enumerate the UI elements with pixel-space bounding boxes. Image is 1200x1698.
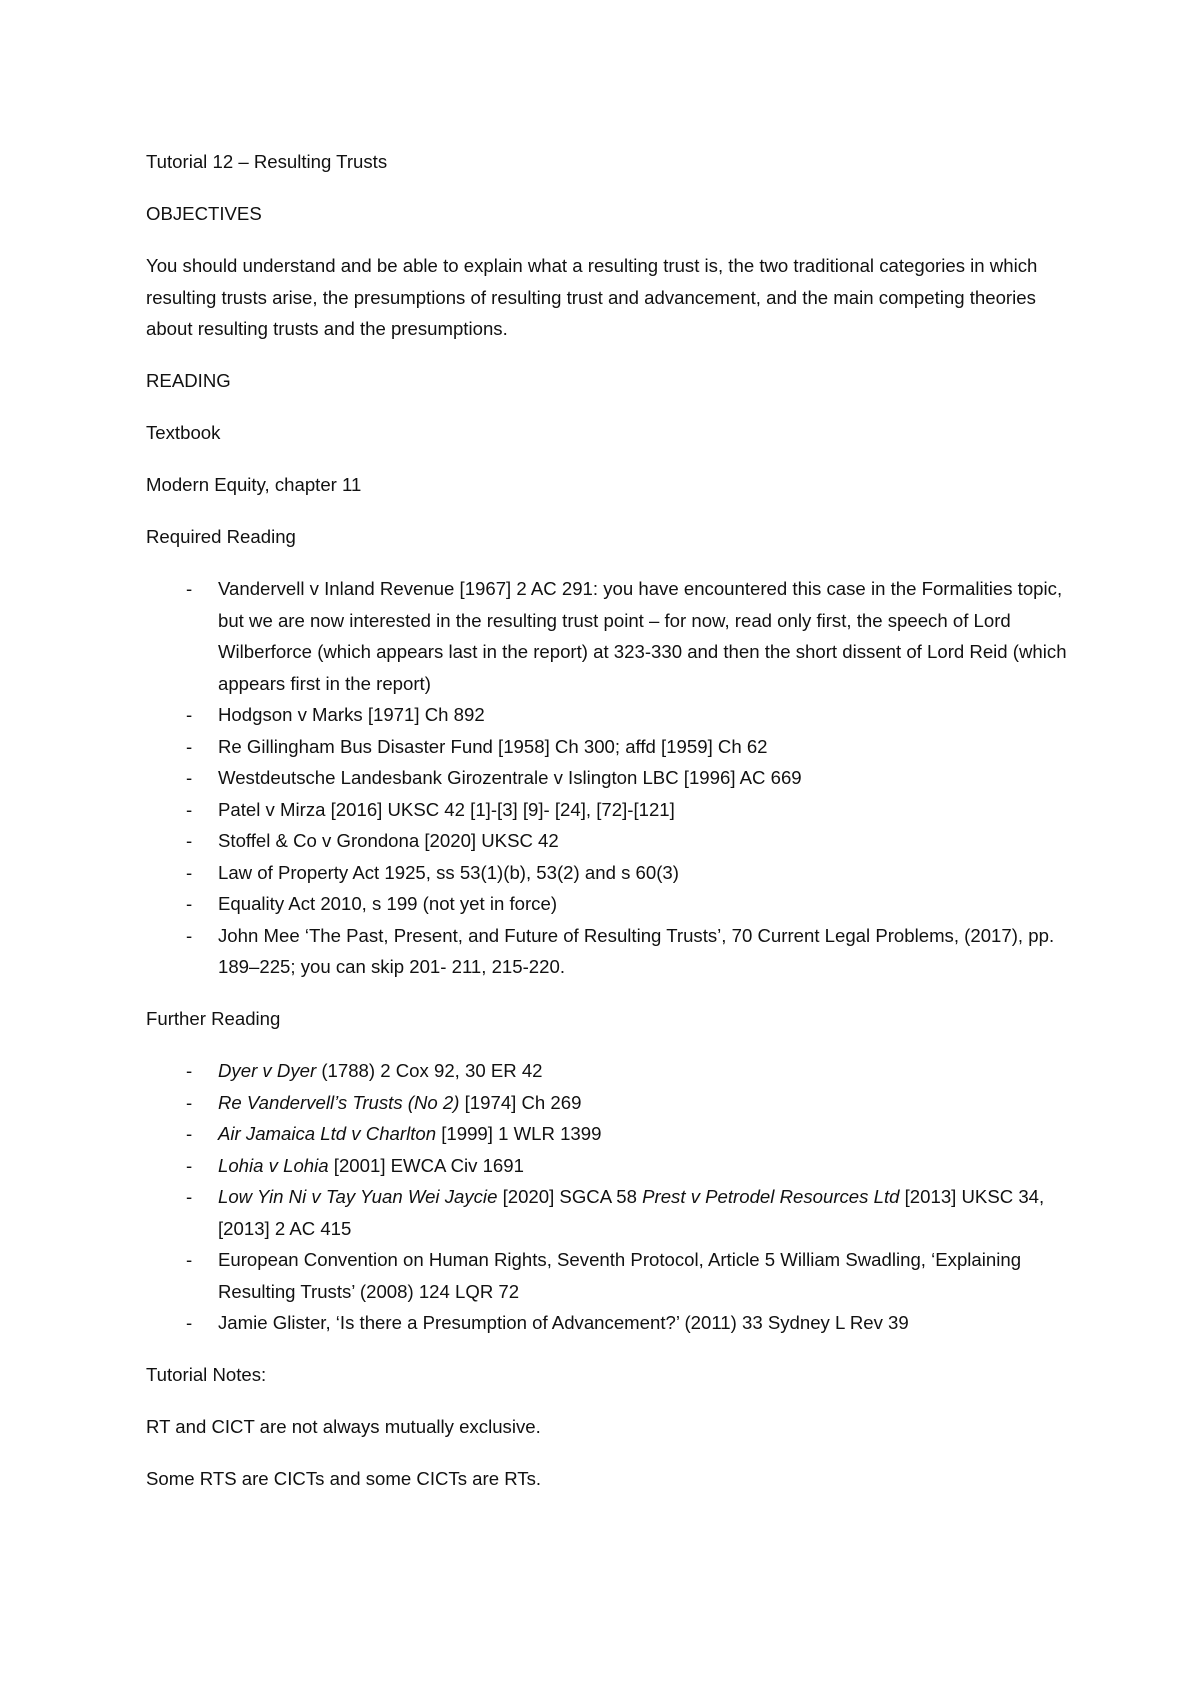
bullet-dash: -: [186, 1186, 193, 1207]
further-reading-heading: Further Reading: [146, 1008, 281, 1029]
document-page: [146, 146, 1076, 1515]
list-item: [146, 1150, 1076, 1182]
list-item: [146, 1181, 1076, 1244]
citation: European Convention on Human Rights, Seventh Protocol, Article 5 William Swadling, ‘Explaining Resulting Trusts’ (2008) 124 LQR 72: [218, 1249, 1022, 1302]
list-item-text: Vandervell v Inland Revenue [1967] 2 AC 291: you have encountered this case in the Formalities topic, but we are now interested in the resulting trust point – for now, read only first, the speech of Lord Wilberforce (which appears last in the report) at 323-330 and then the short dissent of Lord Reid (which appears first in the report): [218, 578, 1067, 694]
further-reading-list: [146, 1055, 1076, 1339]
bullet-dash: -: [186, 767, 193, 788]
citation: [2013] UKSC 34, [2013] 2 AC 415: [218, 1186, 1045, 1239]
textbook-heading: Textbook: [146, 422, 221, 443]
case-name: Dyer v Dyer: [218, 1060, 317, 1081]
bullet-dash: -: [186, 704, 193, 725]
list-item: [146, 1244, 1076, 1307]
citation: [2001] EWCA Civ 1691: [328, 1154, 524, 1176]
case-name: Air Jamaica Ltd v Charlton: [218, 1123, 437, 1144]
bullet-dash: -: [186, 735, 193, 757]
bullet-dash: -: [186, 924, 193, 946]
citation: [1974] Ch 269: [459, 1091, 582, 1113]
tutorial-notes-heading: Tutorial Notes:: [146, 1364, 267, 1385]
list-item: [146, 762, 1076, 794]
document-title: Tutorial 12 – Resulting Trusts: [146, 151, 388, 172]
list-item: [146, 1118, 1076, 1150]
list-item-text: Equality Act 2010, s 199 (not yet in force): [218, 893, 558, 914]
citation: (1788) 2 Cox 92, 30 ER 42: [316, 1060, 543, 1081]
case-name: Low Yin Ni v Tay Yuan Wei Jaycie: [218, 1186, 498, 1207]
bullet-dash: -: [186, 1060, 193, 1081]
bullet-dash: -: [186, 1249, 193, 1270]
list-item: [146, 573, 1076, 699]
required-reading-heading: Required Reading: [146, 526, 296, 547]
list-item: [146, 794, 1076, 826]
list-item-text: Re Gillingham Bus Disaster Fund [1958] Ch 300; affd [1959] Ch 62: [218, 735, 768, 757]
citation: [1999] 1 WLR 1399: [436, 1123, 602, 1144]
list-item: [146, 857, 1076, 889]
tutorial-note: Some RTS are CICTs and some CICTs are RTs.: [146, 1468, 542, 1489]
bullet-dash: -: [186, 578, 193, 599]
objectives-heading: OBJECTIVES: [146, 203, 262, 224]
list-item-text: Stoffel & Co v Grondona [2020] UKSC 42: [218, 830, 559, 851]
list-item-text: Hodgson v Marks [1971] Ch 892: [218, 704, 485, 725]
bullet-dash: -: [186, 1123, 193, 1144]
case-name: Re Vandervell’s Trusts (No 2): [218, 1091, 460, 1113]
citation: [2020] SGCA 58: [497, 1186, 643, 1207]
required-reading-list: [146, 573, 1076, 983]
textbook-reference: Modern Equity, chapter 11: [146, 474, 362, 495]
list-item: [146, 1087, 1076, 1119]
bullet-dash: -: [186, 1154, 193, 1176]
list-item: [146, 731, 1076, 763]
bullet-dash: -: [186, 798, 193, 820]
list-item: [146, 825, 1076, 857]
bullet-dash: -: [186, 1091, 193, 1113]
bullet-dash: -: [186, 893, 193, 914]
bullet-dash: -: [186, 861, 193, 883]
bullet-dash: -: [186, 830, 193, 851]
list-item: [146, 699, 1076, 731]
list-item: [146, 920, 1076, 983]
list-item-text: Westdeutsche Landesbank Girozentrale v Islington LBC [1996] AC 669: [218, 767, 802, 788]
list-item-text: Law of Property Act 1925, ss 53(1)(b), 53(2) and s 60(3): [218, 861, 679, 883]
reading-heading: READING: [146, 370, 231, 391]
citation: Jamie Glister, ‘Is there a Presumption of Advancement?’ (2011) 33 Sydney L Rev 39: [218, 1312, 909, 1333]
case-name: Lohia v Lohia: [218, 1154, 329, 1176]
bullet-dash: -: [186, 1312, 193, 1333]
list-item-text: John Mee ‘The Past, Present, and Future of Resulting Trusts’, 70 Current Legal Problems, (2017), pp. 189–225; you can skip 201- 211, 215-220.: [218, 924, 1055, 977]
tutorial-note: RT and CICT are not always mutually exclusive.: [146, 1416, 541, 1437]
list-item: [146, 888, 1076, 920]
objectives-text: You should understand and be able to explain what a resulting trust is, the two traditional categories in which resulting trusts arise, the presumptions of resulting trust and advancement, and the main competing theories about resulting trusts and the presumptions.: [146, 255, 1038, 339]
list-item: [146, 1055, 1076, 1087]
list-item-text: Patel v Mirza [2016] UKSC 42 [1]-[3] [9]- [24], [72]-[121]: [218, 798, 675, 820]
case-name: Prest v Petrodel Resources Ltd: [642, 1186, 900, 1207]
list-item: [146, 1307, 1076, 1339]
